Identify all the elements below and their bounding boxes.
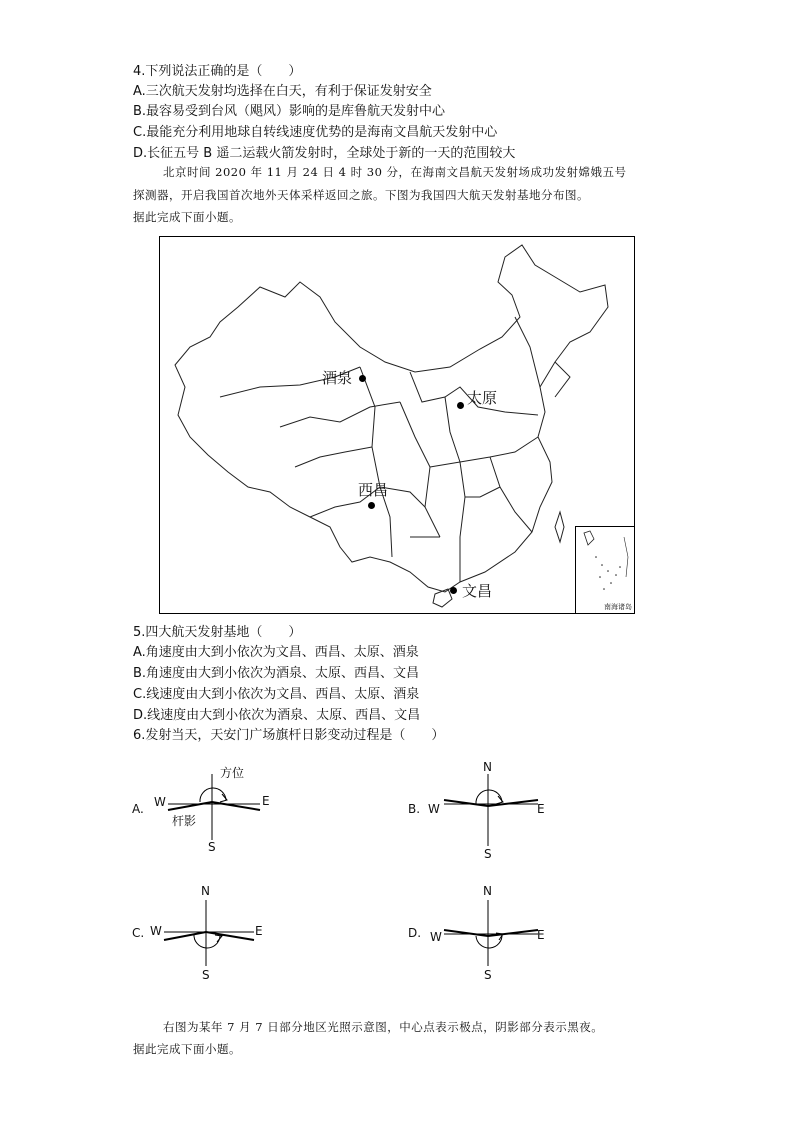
q5-stem: 5.四大航天发射基地（ ） [133,625,302,640]
intro-line-3: 据此完成下面小题。 [133,210,241,224]
diagram-c-e: E [255,924,263,938]
q6-stem: 6.发射当天，天安门广场旗杆日影变动过程是（ ） [133,728,445,743]
diagram-c-n: N [201,884,210,898]
xichang-marker [368,502,375,509]
wenchang-label: 文昌 [462,582,493,600]
shadow-diagram-b [408,760,608,870]
diagram-a-shadow: 杆影 [172,814,197,828]
q5-option-a: A.角速度由大到小依次为文昌、西昌、太原、酒泉 [133,645,419,660]
diagram-b-e: E [537,802,545,816]
inset-islands [576,527,634,613]
south-china-sea-inset [575,526,634,613]
q5-option-b: B.角速度由大到小依次为酒泉、太原、西昌、文昌 [133,666,420,681]
diagram-b-n: N [483,760,492,774]
intro-line-1: 北京时间 2020 年 11 月 24 日 4 时 30 分，在海南文昌航天发射场成功发射嫦娥五号 [163,165,627,179]
xichang-label: 西昌 [358,481,389,499]
jiuquan-marker [359,375,366,382]
diagram-d-option: D. [408,926,422,940]
diagram-a-w: W [154,795,166,809]
shadow-diagram-a [130,760,330,870]
diagram-c-option: C. [132,926,145,940]
diagram-a-option: A. [132,802,144,816]
diagram-b-option: B. [408,802,421,816]
china-outline [160,237,635,614]
shadow-diagram-d [408,880,608,990]
q4-option-c: C.最能充分利用地球自转线速度优势的是海南文昌航天发射中心 [133,125,498,140]
diagram-d-e: E [537,928,545,942]
diagram-c-w: W [150,924,162,938]
q5-option-d: D.线速度由大到小依次为酒泉、太原、西昌、文昌 [133,708,421,723]
diagram-b-w: W [428,802,440,816]
diagram-a-top: 方位 [220,766,245,780]
wenchang-marker [450,587,457,594]
taiyuan-label: 太原 [467,389,498,407]
diagram-c-s: S [202,968,210,982]
diagram-d-s: S [484,968,492,982]
diagram-d-n: N [483,884,492,898]
diagram-b-s: S [484,847,492,861]
diagram-a-e: E [262,794,270,808]
q4-option-b: B.最容易受到台风（飓风）影响的是库鲁航天发射中心 [133,104,446,119]
diagram-a-s: S [208,840,216,854]
shadow-diagram-c [130,880,330,990]
diagram-d-w: W [430,930,442,944]
china-launch-sites-map [159,236,635,614]
outro-line-2: 据此完成下面小题。 [133,1042,241,1056]
q4-stem: 4.下列说法正确的是（ ） [133,64,302,79]
jiuquan-label: 酒泉 [322,369,353,387]
q5-option-c: C.线速度由大到小依次为文昌、西昌、太原、酒泉 [133,687,420,702]
intro-line-2: 探测器，开启我国首次地外天体采样返回之旅。下图为我国四大航天发射基地分布图。 [133,188,589,202]
inset-label: 南海诸岛 [604,603,632,611]
q4-option-d: D.长征五号 B 遥二运载火箭发射时，全球处于新的一天的范围较大 [133,146,516,161]
outro-line-1: 右图为某年 7 月 7 日部分地区光照示意图，中心点表示极点，阴影部分表示黑夜。 [163,1020,604,1034]
q4-option-a: A.三次航天发射均选择在白天，有利于保证发射安全 [133,84,432,99]
taiyuan-marker [457,402,464,409]
